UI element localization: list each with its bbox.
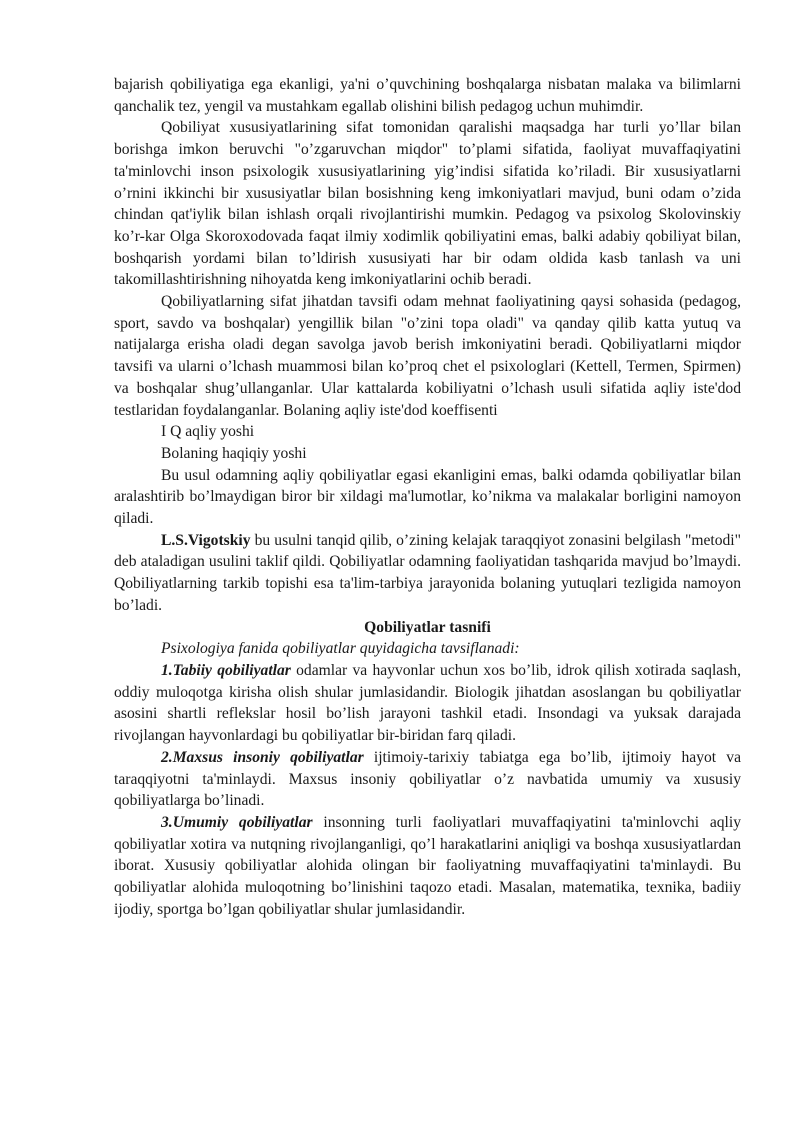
formula-numerator: I Q aqliy yoshi xyxy=(161,423,255,441)
paragraph-quality-description: Qobiliyatlarning sifat jihatdan tavsifi odam mehnat faoliyatining qaysi sohasida (pedagog, sport, savdo va boshqalar) yengillik bilan "o’zini topa oladi" va qanday qilib katta yutuq va natijalarga erisha oladi degan savolga javob berish imkoniyatini beradi. Qobiliyatlarni miqdor tavsifi va ularni o’lchash muammosi bilan ko’proq chet el psixologlari (Kettell, Termen, Spirmen) va boshqalar shug’ullanganlar. Ular kattalarda kobiliyatni o’lchash usuli sifatida aqliy iste'dod testlaridan foydalanganlar. Bolaning aqliy iste'dod koeffisenti xyxy=(114,293,741,419)
vygotsky-name: L.S.Vigotskiy xyxy=(161,531,251,549)
item-special-human-abilities-term: 2.Maxsus insoniy qobiliyatlar xyxy=(161,748,364,766)
item-general-abilities-text: insonning turli faoliyatlari muvaffaqiyatini ta'minlovchi aqliy qobiliyatlar xotira va nutqning rivojlanganligi, qo’l harakatlarini aniqligi va boshqa xususiyatlardan iborat. Xususiy qobiliyatlar alohida olingan bir faoliyatning muvaffaqiyatini ta'minlaydi. Bu qobiliyatlar alohida muloqotning bo’linishini taqozo etadi. Masalan, matematika, texnika, badiiy ijodiy, sportga bo’lgan qobiliyatlar shular jumlasidandir. xyxy=(114,813,741,918)
item-general-abilities xyxy=(114,812,741,921)
vygotsky-text: bu usulni tanqid qilib, o’zining kelajak taraqqiyot zonasini belgilash "metodi" deb ataladigan usulini taklif qildi. Qobiliyatlar odamning faoliyatidan tashqarida mavjud bo’lmaydi. Qobiliyatlarning tarkib topishi esa ta'lim-tarbiya jarayonida bolaning yutuqlari tezligida namoyon bo’ladi. xyxy=(114,531,741,614)
item-natural-abilities xyxy=(114,660,741,747)
paragraph-intro-continuation: bajarish qobiliyatiga ega ekanligi, ya'ni o’quvchining boshqalarga nisbatan malaka va bilimlarni qanchalik tez, yengil va mustahkam egallab olishini bilish pedagog uchun muhimdir. xyxy=(114,76,741,115)
item-natural-abilities-term: 1.Tabiiy qobiliyatlar xyxy=(161,661,291,679)
item-general-abilities-term: 3.Umumiy qobiliyatlar xyxy=(161,813,313,831)
section-heading: Qobiliyatlar tasnifi xyxy=(364,618,491,636)
classification-intro: Psixologiya fanida qobiliyatlar quyidagicha tavsiflanadi: xyxy=(161,640,520,658)
paragraph-vygotsky xyxy=(114,530,741,617)
document-page xyxy=(114,74,741,920)
formula-denominator: Bolaning haqiqiy yoshi xyxy=(161,444,307,462)
item-special-human-abilities-text: ijtimoiy-tarixiy tabiatga ega bo’lib, ijtimoiy hayot va taraqqiyotni ta'minlaydi. Maxsus insoniy qobiliyatlar o’z navbatida umumiy va xususiy qobiliyatlarga bo’linadi. xyxy=(114,748,741,810)
item-special-human-abilities xyxy=(114,747,741,812)
paragraph-method-critique: Bu usul odamning aqliy qobiliyatlar egasi ekanligini emas, balki odamda qobiliyatlar bilan aralashtirib bo’lmaydigan biror bir xildagi ma'lumotlar, ko’nikma va malakalar borligini namoyon qiladi. xyxy=(114,466,741,528)
paragraph-quality-features: Qobiliyat xususiyatlarining sifat tomonidan qaralishi maqsadga har turli yo’llar bilan borishga imkon beruvchi "o’zgaruvchan miqdor" to’plami sifatida, faoliyat muvaffaqiyatini ta'minlovchi inson psixologik xususiyatlarining yig’indisi sifatida ko’riladi. Bir xususiyatlarni o’rnini ikkinchi bir xususiyatlar bilan bosishning keng imkoniyatlari mavjud, buni odam o’zida chindan qat'iylik bilan ishlash orqali rivojlantirishi mumkin. Pedagog va psixolog Skolovinskiy ko’r-kar Olga Skoroxodovada faqat ilmiy xodimlik qobiliyatini emas, balki adabiy qobiliyat bilan, boshqarish yordami bilan to’ldirish xususiyati har bir odam oldida kasb tanlash va uni takomillashtirishning nihoyatda keng imkoniyatlarini ochib beradi. xyxy=(114,119,741,289)
item-natural-abilities-text: odamlar va hayvonlar uchun xos bo’lib, idrok qilish xotirada saqlash, oddiy muloqotga kirisha olish shular jumlasidandir. Biologik jihatdan asoslangan bu qobiliyatlar asosini shartli reflekslar hosil bo’lish jarayoni tashkil etadi. Insondagi va yuksak darajada rivojlangan hayvonlardagi bu qobiliyatlar bir-biridan farq qiladi. xyxy=(114,661,741,745)
